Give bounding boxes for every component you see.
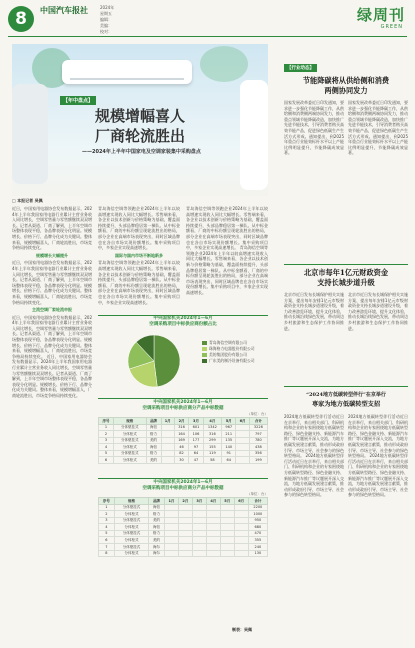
table-cell (192, 504, 206, 511)
body-text: 国家发展改革委近日印发通知，要求进一步强化节能降碳工作，从供给侧和消费侧两端协同发力，推动重点领域节能降碳改造，加快推广先进节能技术，引导消费者购买高效节能产品，促进绿色低碳生产生活方式形成。通知提出，到2025年重点行业能效标杆水平以上产能比例明显提升，节能降碳成效显著。 (348, 100, 408, 156)
table-cell: 格力 (149, 530, 165, 537)
table-cell: 91 (221, 450, 235, 457)
table-cell: 5 (99, 450, 114, 457)
byline: □ 本报记者 吴佩 (12, 198, 43, 203)
table-cell (236, 444, 249, 451)
table-cell: 155 (203, 444, 221, 451)
body-text: 青岛海信空调等领跑企业2024年上半年以较高增速实现收入同比大幅增长。零售端来看，各企业以技术创新与价格策略为基础，覆盖面持续提升，头部品牌稳居第一梯队。从中标金额看，厂商的中标份额呈现轮流胜出的格局，部分企业在高端市场表现突出，同时区域品牌也在各自市场实现份额增长。集中采购项目中，多家企业实现高速增长。 (186, 206, 268, 251)
header-weekday: 星期五 (100, 11, 112, 16)
table-cell: 680 (248, 524, 267, 531)
section-rule (284, 386, 408, 387)
pie-title-line-1: 中央国家机关2024年1—6月 (153, 316, 213, 321)
legend-label: 珠海格力电器股份有限公司 (209, 346, 255, 351)
page-number: 8 (8, 6, 34, 32)
table-cell (164, 530, 178, 537)
table-cell (164, 524, 178, 531)
section-tag: 【行业动态】 (284, 64, 317, 72)
table-cell (206, 530, 220, 537)
pie-legend (202, 340, 268, 364)
table-cell: 美的 (149, 517, 165, 524)
table-header-cell: 1月 (161, 418, 174, 425)
paper-name: 中国汽车报社 (40, 5, 88, 15)
table-cell: 4 (99, 444, 114, 451)
table-1-title-line-1: 中央国家机关2024年1—6月 (153, 400, 213, 405)
table-header-cell: 6月 (236, 418, 249, 425)
table-cell (220, 511, 234, 518)
page-header (0, 0, 415, 40)
table-cell: 海尔 (149, 544, 165, 551)
table-cell: 分体柜式 (114, 444, 147, 451)
table-cell: 356 (249, 450, 267, 457)
legend-label: 广东美的制冷设备有限公司 (209, 358, 255, 363)
body-text: 近日，中国家用电器协会发布数据显示，2024年上半年我国家用电器行业累计主营业务收入同比增长，空调零售量与零售额继续双双增长。记者从渠道、厂商了解到，上半年空调市场整体表现平稳，各品牌表现分化明显。规模增长、价格下行、品牌分化成为关键词。整体来看，规模增幅喜人，厂商轮流胜出，市场竞争格局持续变化。 (12, 206, 92, 251)
table-header-cell: 序号 (99, 498, 115, 505)
table-cell: 分体柜式 (114, 431, 147, 438)
table-cell (192, 530, 206, 537)
table-cell: 1 (99, 504, 115, 511)
table-cell: 海信 (149, 524, 165, 531)
table-2-title-line-1: 中央国家机关2024年1—6月 (153, 480, 213, 485)
table-cell: 1000 (248, 511, 267, 518)
table-cell: 格力 (146, 431, 161, 438)
table-cell (206, 517, 220, 524)
table-cell: 美的 (146, 437, 161, 444)
table-row (99, 431, 268, 438)
table-cell: 2200 (248, 504, 267, 511)
table-cell: 46 (174, 444, 188, 451)
sub-heading: 国际与国内市场不断地新多 (115, 252, 163, 258)
article-3-col-b (348, 414, 408, 626)
table-cell: 438 (249, 444, 267, 451)
pie-slice-1 (154, 335, 180, 387)
table-cell: 美的 (146, 457, 161, 464)
table-header-cell: 6月 (234, 498, 248, 505)
body-text: 近日，中国家用电器协会发布数据显示，2024年上半年我国家用电器行业累计主营业务收入同比增长，空调零售量与零售额继续双双增长。记者从渠道、厂商了解到，上半年空调市场整体表现平稳，各品牌表现分化明显。规模增长、价格下行、品牌分化成为关键词。整体来看，规模增幅喜人，厂商轮流胜出，市场竞争格局持续变化。 (12, 353, 92, 398)
table-cell: 316 (203, 431, 221, 438)
table-header-cell: 2月 (174, 418, 188, 425)
article-2-col-b (348, 292, 408, 382)
headline-3-line-1: “2024地方低碳转型伴行”在京举行 (306, 392, 386, 398)
column-name: 绿周刊 (356, 6, 405, 24)
table-2-title (98, 478, 268, 492)
body-text: 2024地方低碳转型伴行活动近日在京举行，来自相关部门、科研机构和企业的专家围绕地方低碳转型路径、绿色金融支持、新能源汽车推广等议题展开深入交流，为地方低碳发展建言献策，推动形成政府引导、市场主导、社会参与的绿色转型格局。 (348, 414, 408, 459)
headline-3-line-2: 専家为地方低碳转型支招 (311, 401, 381, 408)
table-cell: 58 (203, 457, 221, 464)
table-cell: 4 (99, 524, 115, 531)
body-text: 北京市近日发布长城保护相关实施方案，提出每年安排1亿元市级财政资金支持长城步道建设升级，着力改善游览环境，提升文化体验，推动长城沿线绿色发展，带动周边乡村旅游和生态保护工作协同推进。 (284, 292, 344, 331)
table-header-cell: 合计 (249, 418, 267, 425)
table-1 (98, 417, 268, 464)
table-row (99, 450, 268, 457)
body-text: 近日，中国家用电器协会发布数据显示，2024年上半年我国家用电器行业累计主营业务收入同比增长，空调零售量与零售额继续双双增长。记者从渠道、厂商了解到，上半年空调市场整体表现平稳，各品牌表现分化明显。规模增长、价格下行、品牌分化成为关键词。整体来看，规模增幅喜人，厂商轮流胜出，市场竞争格局持续变化。 (12, 260, 92, 305)
body-text: 国家发展改革委近日印发通知，要求进一步强化节能降碳工作，从供给侧和消费侧两端协同发力，推动重点领域节能降碳改造，加快推广先进节能技术，引导消费者购买高效节能产品，促进绿色低碳生产生活方式形成。通知提出，到2025年重点行业能效标杆水平以上产能比例明显提升，节能降碳成效显著。 (284, 100, 344, 156)
table-row (99, 530, 268, 537)
table-cell (206, 524, 220, 531)
table-header-cell: 序号 (99, 418, 114, 425)
left-text-column (12, 206, 92, 621)
header-rule (8, 36, 407, 37)
table-cell: 3 (99, 517, 115, 524)
table-header-cell: 合计 (248, 498, 267, 505)
table-cell (220, 524, 234, 531)
header-info (100, 5, 160, 35)
headline-2 (284, 268, 408, 288)
table-cell: 分体柜式 (114, 524, 148, 531)
table-cell: 分体柜式 (114, 550, 148, 557)
table-row (99, 524, 268, 531)
table-cell: 6 (99, 537, 115, 544)
header-designer: 美编： (100, 23, 112, 28)
table-cell: 海信 (146, 444, 161, 451)
headline-1-line-2: 两侧协同发力 (324, 86, 368, 95)
table-header-cell: 规格 (114, 498, 148, 505)
table-cell: 分体壁挂式 (114, 517, 148, 524)
table-cell (164, 517, 178, 524)
table-credit: 制表：吴佩 (232, 627, 252, 632)
table-1-title-line-2: 空调采购项目中标供应商分产品中标数据 (142, 406, 224, 411)
table-cell (161, 444, 174, 451)
table-row (99, 437, 268, 444)
table-cell: 格力 (149, 511, 165, 518)
air-conditioner-illustration (62, 60, 192, 84)
table-cell (236, 424, 249, 431)
body-text: 青岛海信空调等领跑企业2024年上半年以较高增速实现收入同比大幅增长。零售端来看，各企业以技术创新与价格策略为基础，覆盖面持续提升，头部品牌稳居第一梯队。从中标金额看，厂商的中标份额呈现轮流胜出的格局，部分企业在高端市场表现突出，同时区域品牌也在各自市场实现份额增长。集中采购项目中，多家企业实现高速增长。 (186, 245, 268, 295)
table-cell (161, 457, 174, 464)
table-cell (192, 511, 206, 518)
table-cell (220, 504, 234, 511)
article-2-col-a (284, 292, 344, 382)
table-cell: 分体壁挂式 (114, 544, 148, 551)
table-cell (178, 504, 192, 511)
pie-chart-panel (98, 315, 268, 395)
table-cell (236, 450, 249, 457)
table-cell: 64 (189, 450, 203, 457)
table-row (99, 424, 268, 431)
table-cell: 分体壁挂式 (114, 530, 148, 537)
table-cell: 199 (249, 457, 267, 464)
legend-item (202, 358, 268, 364)
pie-chart (122, 331, 202, 395)
table-cell: 3226 (249, 424, 267, 431)
header-editor: 编辑： (100, 17, 112, 22)
table-cell (234, 524, 248, 531)
headline-3 (284, 390, 408, 410)
table-cell: 分体柜式 (114, 511, 148, 518)
table-cell: 240 (248, 544, 267, 551)
table-cell: 177 (189, 437, 203, 444)
table-1-panel (98, 398, 268, 464)
tree-illustration (200, 46, 248, 82)
table-cell (178, 530, 192, 537)
table-cell (206, 511, 220, 518)
table-cell: 海信 (146, 424, 161, 431)
legend-swatch (202, 359, 207, 363)
table-cell: 82 (174, 450, 188, 457)
pie-title (98, 316, 268, 328)
table-header-cell: 2月 (178, 498, 192, 505)
section-rule (284, 264, 408, 265)
table-row (99, 504, 268, 511)
table-cell: 分体柜式 (114, 457, 147, 464)
table-cell: 2 (99, 511, 115, 518)
table-cell: 2 (99, 431, 114, 438)
table-header-cell: 规格 (114, 418, 147, 425)
mid-text-column-b (186, 206, 268, 312)
body-text: 北京市近日发布长城保护相关实施方案，提出每年安排1亿元市级财政资金支持长城步道建设升级，着力改善游览环境，提升文化体验，推动长城沿线绿色发展，带动周边乡村旅游和生态保护工作协同推进。 (348, 292, 408, 331)
sub-heading: 主流空调厂家轮流申报 (32, 307, 72, 313)
table-cell: 美的 (149, 537, 165, 544)
header-date: 2024年 (100, 5, 115, 10)
table-cell: 164 (174, 431, 188, 438)
table-cell: 1342 (203, 424, 221, 431)
table-cell (178, 511, 192, 518)
body-text: 2024地方低碳转型伴行活动近日在京举行，来自相关部门、科研机构和企业的专家围绕地方低碳转型路径、绿色金融支持、新能源汽车推广等议题展开深入交流，为地方低碳发展建言献策，推动形成政府引导、市场主导、社会参与的绿色转型格局。 (284, 453, 344, 498)
hero-illustration (12, 44, 268, 196)
table-cell (161, 431, 174, 438)
table-cell (178, 524, 192, 531)
table-cell: 分体壁挂式 (114, 504, 148, 511)
table-cell: 8 (99, 550, 115, 557)
table-cell: 海尔 (149, 550, 165, 557)
legend-swatch (202, 341, 207, 345)
table-cell (236, 437, 249, 444)
table-cell (220, 530, 234, 537)
table-header-cell: 4月 (206, 498, 220, 505)
table-cell: 海信 (149, 504, 165, 511)
table-2-title-line-2: 空调采购项目中标供应商分产品中标数据 (142, 486, 224, 491)
article-1-col-b (348, 100, 408, 260)
table-cell (192, 524, 206, 531)
table-cell: 分体壁挂式 (114, 450, 147, 457)
table-cell (161, 450, 174, 457)
table-cell: 967 (221, 424, 235, 431)
table-cell: 6 (99, 457, 114, 464)
table-cell (164, 550, 178, 557)
table-cell: 211 (221, 431, 235, 438)
table-header-cell: 品牌 (146, 418, 161, 425)
table-cell: 135 (221, 437, 235, 444)
table-cell: 780 (249, 437, 267, 444)
table-1-unit: （单位：台） (247, 412, 268, 416)
column-name-en: GREEN (380, 24, 403, 30)
table-cell: 601 (189, 424, 203, 431)
table-cell: 97 (189, 444, 203, 451)
table-cell (234, 511, 248, 518)
table-cell: 3 (99, 437, 114, 444)
body-text: 近日，中国家用电器协会发布数据显示，2024年上半年我国家用电器行业累计主营业务收入同比增长，空调零售量与零售额继续双双增长。记者从渠道、厂商了解到，上半年空调市场整体表现平稳，各品牌表现分化明显。规模增长、价格下行、品牌分化成为关键词。整体来看，规模增幅喜人，厂商轮流胜出，市场竞争格局持续变化。 (12, 314, 92, 359)
headline-1 (284, 76, 408, 96)
table-2-unit: （单位：台） (247, 492, 268, 496)
table-row (99, 517, 268, 524)
mid-text-column-c (186, 540, 268, 626)
table-cell: 30 (174, 457, 188, 464)
table-row (99, 444, 268, 451)
headline-2-line-1: 北京市每年1亿元财政资金 (303, 268, 389, 277)
table-cell (164, 537, 178, 544)
table-cell: 分体壁挂式 (114, 424, 147, 431)
table-header-cell: 5月 (221, 418, 235, 425)
table-header-cell: 4月 (203, 418, 221, 425)
table-cell (206, 504, 220, 511)
legend-swatch (202, 347, 207, 351)
table-cell: 64 (221, 457, 235, 464)
table-cell (164, 504, 178, 511)
mid-text-column-a (98, 206, 180, 312)
article-title (12, 106, 268, 146)
table-row (99, 457, 268, 464)
article-3-col-a (284, 414, 344, 626)
table-cell (161, 424, 174, 431)
table-cell (236, 457, 249, 464)
body-text: 2024地方低碳转型伴行活动近日在京举行，来自相关部门、科研机构和企业的专家围绕地方低碳转型路径、绿色金融支持、新能源汽车推广等议题展开深入交流，为地方低碳发展建言献策，推动形成政府引导、市场主导、社会参与的绿色转型格局。 (348, 453, 408, 498)
table-header-cell: 1月 (164, 498, 178, 505)
title-line-2: 厂商轮流胜出 (94, 127, 185, 145)
table-cell (161, 437, 174, 444)
table-cell: 分体柜式 (114, 537, 148, 544)
table-cell (220, 517, 234, 524)
table-cell: 106 (189, 431, 203, 438)
table-cell: 1 (99, 424, 114, 431)
table-header-cell: 5月 (220, 498, 234, 505)
title-line-1: 规模增幅喜人 (94, 107, 185, 125)
article-kicker: 【年中盘点】 (60, 96, 96, 105)
table-cell: 格力 (146, 450, 161, 457)
table-row (99, 511, 268, 518)
table-header-cell: 品牌 (149, 498, 165, 505)
table-cell (178, 517, 192, 524)
article-1-col-a (284, 100, 344, 260)
article-subtitle: ——2024年上半年中国家电及空调家装集中采购盘点 (82, 149, 201, 155)
header-proofreader: 校对： (100, 29, 112, 34)
table-cell (234, 504, 248, 511)
table-cell (164, 544, 178, 551)
table-cell: 316 (174, 424, 188, 431)
table-header-cell: 3月 (192, 498, 206, 505)
legend-swatch (202, 353, 207, 357)
table-cell: 分体壁挂式 (114, 437, 147, 444)
table-cell: 470 (248, 530, 267, 537)
legend-label: 美的集团股份有限公司 (209, 352, 247, 357)
body-text: 青岛海信空调等领跑企业2024年上半年以较高增速实现收入同比大幅增长。零售端来看，各企业以技术创新与价格策略为基础，覆盖面持续提升，头部品牌稳居第一梯队。从中标金额看，厂商的中标份额呈现轮流胜出的格局，部分企业在高端市场表现突出，同时区域品牌也在各自市场实现份额增长。集中采购项目中，多家企业实现高速增长。 (98, 206, 180, 251)
headline-2-line-2: 支持长城步道升级 (317, 278, 375, 287)
table-cell: 169 (174, 437, 188, 444)
table-cell (234, 530, 248, 537)
table-cell (234, 517, 248, 524)
table-cell (164, 511, 178, 518)
table-cell: 140 (221, 444, 235, 451)
table-cell: 355 (248, 537, 267, 544)
table-cell: 950 (248, 517, 267, 524)
table-cell: 5 (99, 530, 115, 537)
table-header-cell: 3月 (189, 418, 203, 425)
legend-label: 青岛海信空调有限公司 (209, 340, 247, 345)
table-cell (192, 517, 206, 524)
table-cell: 299 (203, 437, 221, 444)
table-cell: 797 (249, 431, 267, 438)
body-text: 2024地方低碳转型伴行活动近日在京举行，来自相关部门、科研机构和企业的专家围绕地方低碳转型路径、绿色金融支持、新能源汽车推广等议题展开深入交流，为地方低碳发展建言献策，推动形成政府引导、市场主导、社会参与的绿色转型格局。 (284, 414, 344, 459)
table-cell: 47 (189, 457, 203, 464)
table-cell: 119 (203, 450, 221, 457)
pie-title-line-2: 空调采购项目中标供应商份额占比 (149, 322, 217, 327)
table-cell: 7 (99, 544, 115, 551)
headline-1-line-1: 节能降碳将从供给侧和消费 (302, 76, 390, 85)
body-text: 青岛海信空调等领跑企业2024年上半年以较高增速实现收入同比大幅增长。零售端来看，各企业以技术创新与价格策略为基础，覆盖面持续提升，头部品牌稳居第一梯队。从中标金额看，厂商的中标份额呈现轮流胜出的格局，部分企业在高端市场表现突出，同时区域品牌也在各自市场实现份额增长。集中采购项目中，多家企业实现高速增长。 (98, 260, 180, 305)
sub-heading: 规模增长大幅提升 (36, 252, 68, 258)
table-cell: 130 (248, 550, 267, 557)
table-cell (236, 431, 249, 438)
table-1-title (98, 398, 268, 412)
